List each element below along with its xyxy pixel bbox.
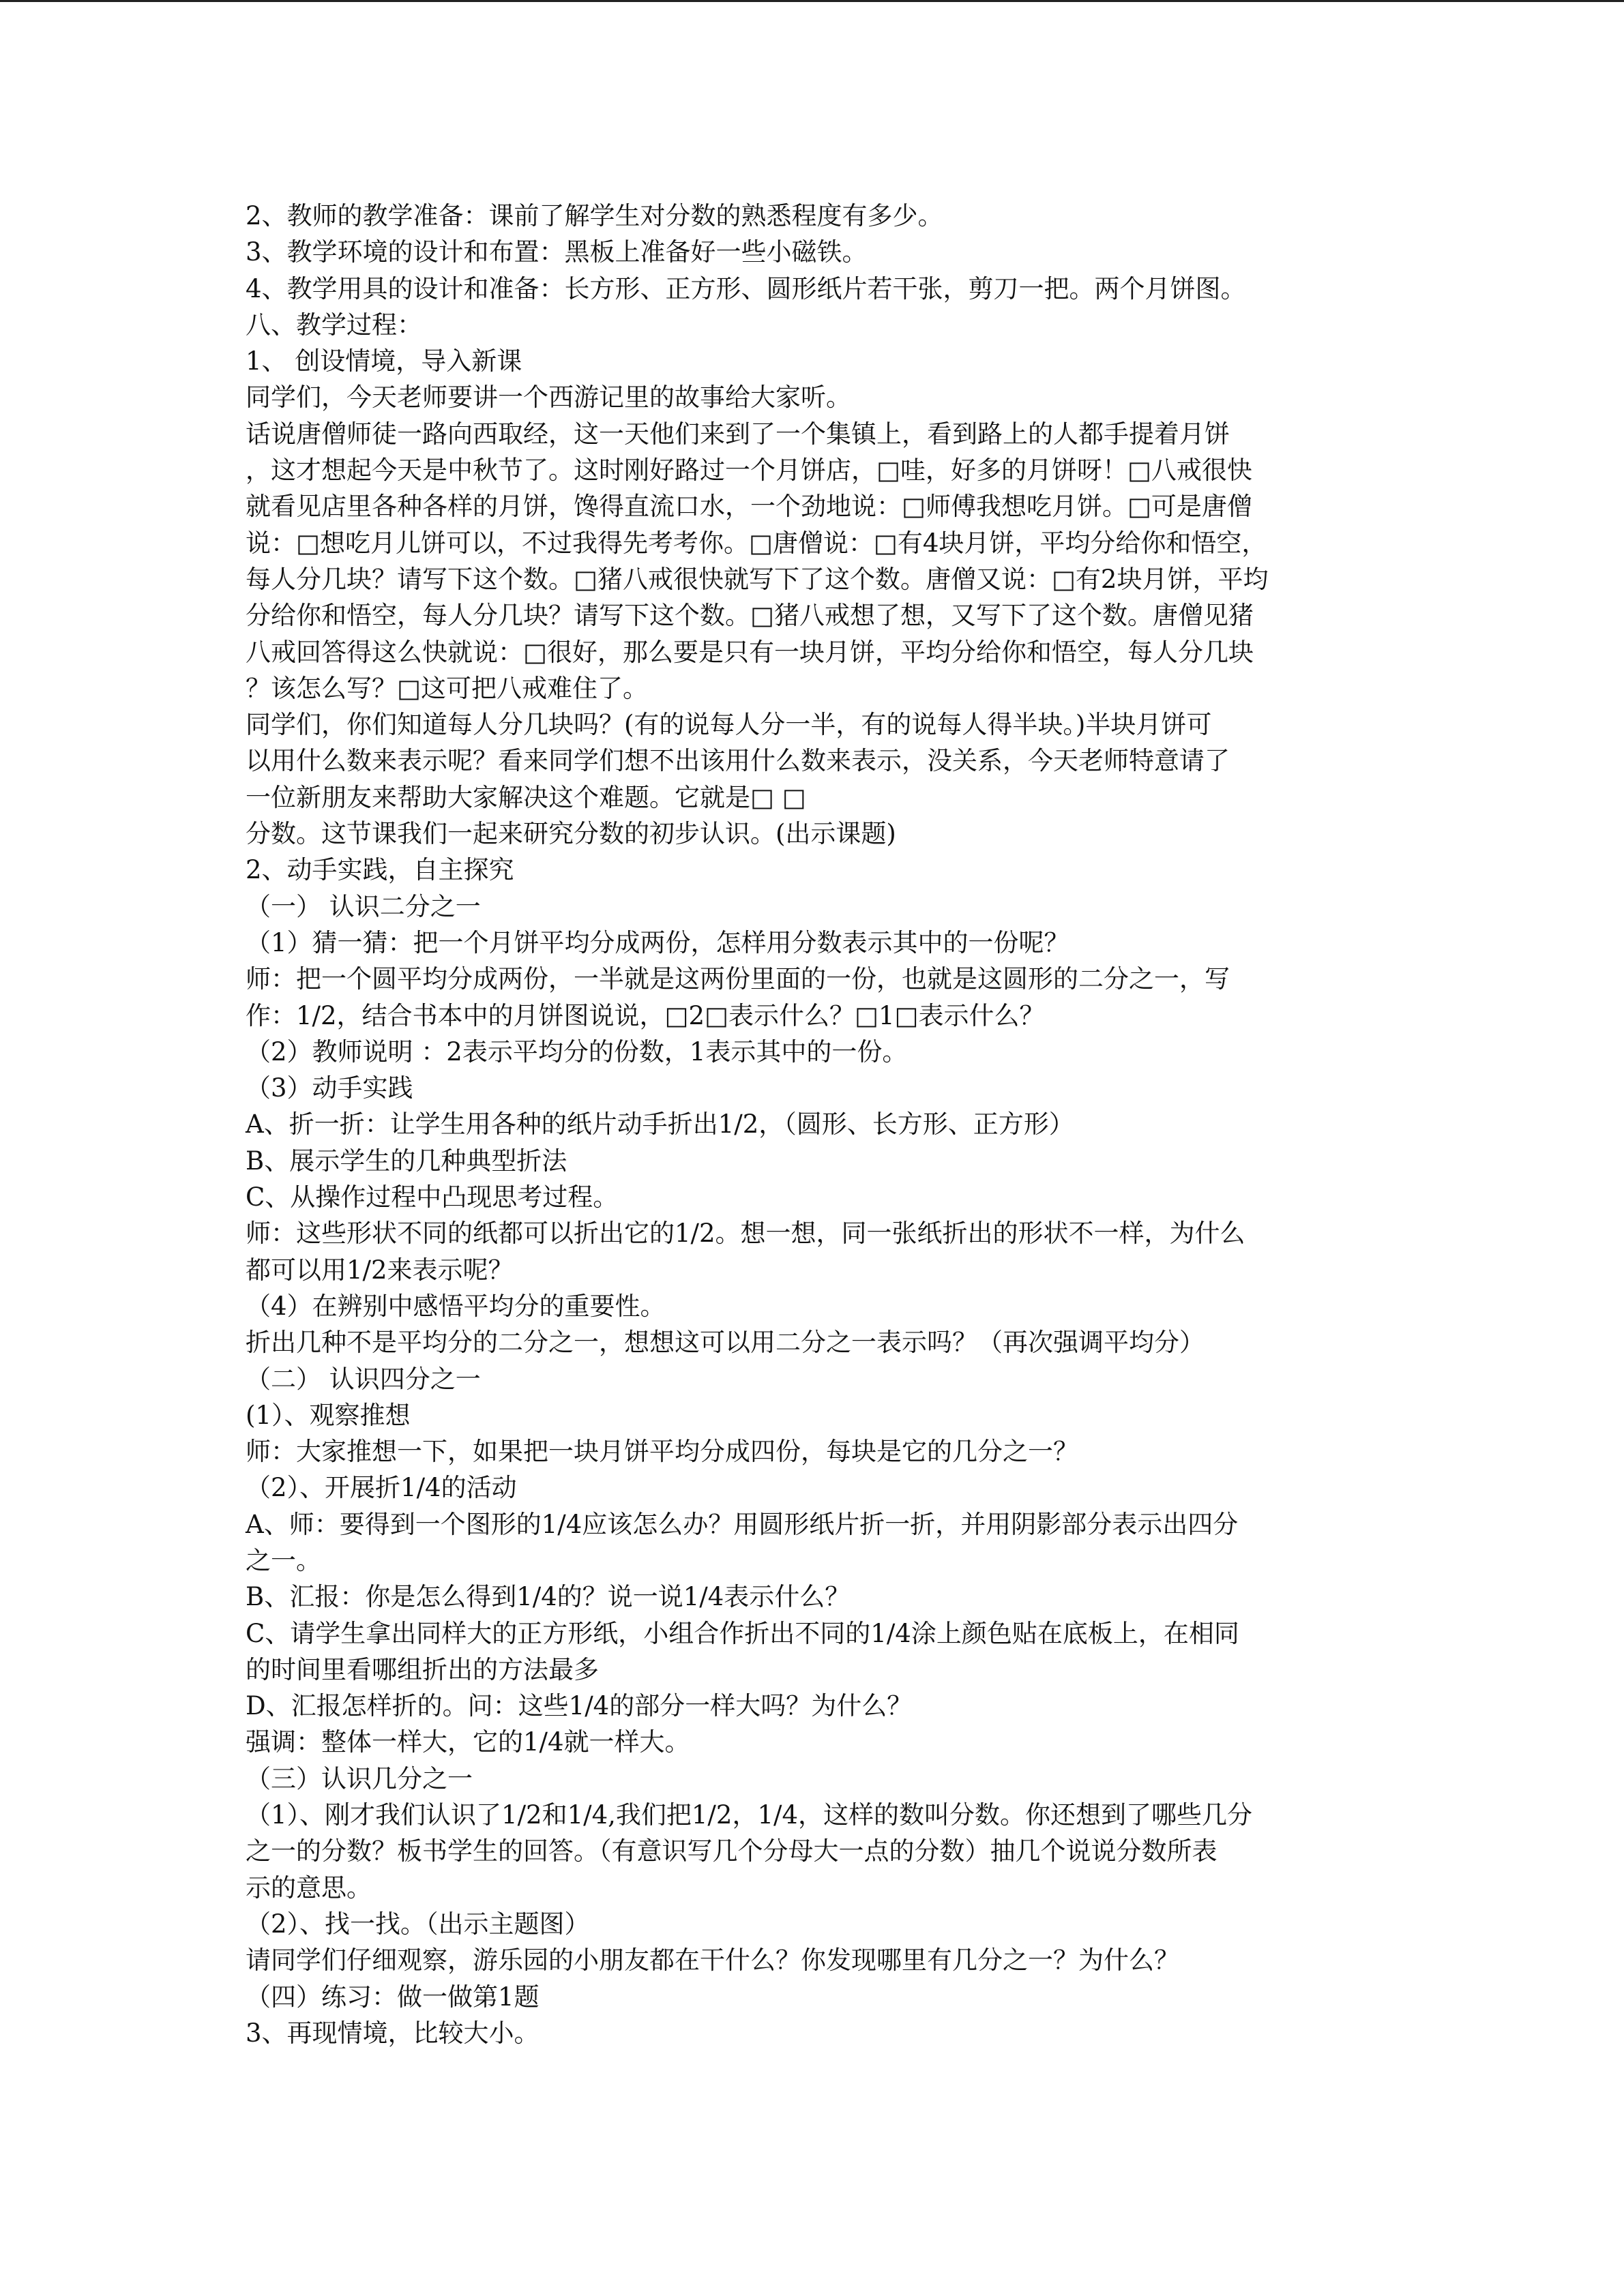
text-line: C、从操作过程中凸现思考过程。 xyxy=(246,1182,619,1212)
text-line: 的时间里看哪组折出的方法最多 xyxy=(246,1654,599,1684)
subsection-heading: 1、 创设情境，导入新课 xyxy=(246,346,522,376)
text-line: （2）、找一找。（出示主题图） xyxy=(246,1909,590,1939)
text-line: （2）、开展折1/4的活动 xyxy=(246,1473,517,1503)
text-line: （2）教师说明 ：2表示平均分的份数，1表示其中的一份。 xyxy=(246,1037,908,1067)
subsection-heading: （二） 认识四分之一 xyxy=(246,1364,481,1394)
text-line: （1）猜一猜：把一个月饼平均分成两份，怎样用分数表示其中的一份呢？ xyxy=(246,927,1069,957)
text-line: 同学们，你们知道每人分几块吗？(有的说每人分一半，有的说每人得半块。)半块月饼可 xyxy=(246,710,1212,740)
text-line: 以用什么数来表示呢？看来同学们想不出该用什么数来表示，没关系，今天老师特意请了 xyxy=(246,746,1230,776)
text-line: （3）动手实践 xyxy=(246,1073,413,1103)
text-line: 示的意思。 xyxy=(246,1873,372,1903)
text-line: 分数。这节课我们一起来研究分数的初步认识。(出示课题) xyxy=(246,819,896,849)
text-line: 就看见店里各种各样的月饼，馋得直流口水，一个劲地说：□师傅我想吃月饼。□可是唐僧 xyxy=(246,492,1252,522)
text-line: 师：大家推想一下，如果把一块月饼平均分成四份，每块是它的几分之一？ xyxy=(246,1437,1078,1467)
text-line: 分给你和悟空，每人分几块？请写下这个数。□猪八戒想了想，又写下了这个数。唐僧见猪 xyxy=(246,601,1254,631)
text-line: 之一。 xyxy=(246,1545,321,1575)
text-line: A、师：要得到一个图形的1/4应该怎么办？用圆形纸片折一折，并用阴影部分表示出四分 xyxy=(246,1509,1239,1539)
text-line: 每人分几块？请写下这个数。□猪八戒很快就写下了这个数。唐僧又说：□有2块月饼，平均 xyxy=(246,564,1269,594)
text-line: 之一的分数？板书学生的回答。（有意识写几个分母大一点的分数）抽几个说说分数所表 xyxy=(246,1836,1217,1866)
text-line: B、展示学生的几种典型折法 xyxy=(246,1146,567,1176)
text-line: 请同学们仔细观察，游乐园的小朋友都在干什么？你发现哪里有几分之一？为什么？ xyxy=(246,1945,1179,1976)
page-top-border xyxy=(0,0,1624,2)
subsection-heading: 2、动手实践，自主探究 xyxy=(246,855,514,885)
text-line: 师：这些形状不同的纸都可以折出它的1/2。想一想，同一张纸折出的形状不一样，为什么 xyxy=(246,1219,1245,1249)
subsection-heading: （一） 认识二分之一 xyxy=(246,891,481,921)
text-line: B、汇报：你是怎么得到1/4的？说一说1/4表示什么？ xyxy=(246,1582,851,1612)
text-line: (1）、观察推想 xyxy=(246,1400,411,1430)
text-line: 话说唐僧师徒一路向西取经，这一天他们来到了一个集镇上，看到路上的人都手提着月饼 xyxy=(246,419,1230,449)
subsection-heading: （三）认识几分之一 xyxy=(246,1763,473,1793)
section-heading: 八、教学过程： xyxy=(246,310,422,340)
subsection-heading: 3、再现情境，比较大小。 xyxy=(246,2018,540,2048)
subsection-heading: （四）练习：做一做第1题 xyxy=(246,1982,540,2012)
text-line: D、汇报怎样折的。问：这些1/4的部分一样大吗？为什么？ xyxy=(246,1691,913,1721)
text-line: 2、教师的教学准备：课前了解学生对分数的熟悉程度有多少。 xyxy=(246,201,943,230)
text-line: 折出几种不是平均分的二分之一，想想这可以用二分之一表示吗？（再次强调平均分） xyxy=(246,1328,1205,1358)
text-line: （1）、刚才我们认识了1/2和1/4,我们把1/2，1/4，这样的数叫分数。你还想到了哪些几分 xyxy=(246,1800,1252,1830)
document-body xyxy=(246,198,1378,2051)
text-line: 师：把一个圆平均分成两份，一半就是这两份里面的一份，也就是这圆形的二分之一，写 xyxy=(246,964,1230,994)
text-line: A、折一折：让学生用各种的纸片动手折出1/2，（圆形、长方形、正方形） xyxy=(246,1109,1074,1139)
text-line: （4）在辨别中感悟平均分的重要性。 xyxy=(246,1291,666,1321)
text-line: 3、教学环境的设计和布置：黑板上准备好一些小磁铁。 xyxy=(246,237,868,267)
text-line: 一位新朋友来帮助大家解决这个难题。它就是□ □ xyxy=(246,782,806,812)
text-line: ，这才想起今天是中秋节了。这时刚好路过一个月饼店，□哇，好多的月饼呀！□八戒很快 xyxy=(246,456,1252,486)
text-line: 都可以用1/2来表示呢？ xyxy=(246,1255,514,1285)
text-line: C、请学生拿出同样大的正方形纸，小组合作折出不同的1/4涂上颜色贴在底板上，在相同 xyxy=(246,1618,1239,1648)
text-line: 说：□想吃月儿饼可以，不过我得先考考你。□唐僧说：□有4块月饼，平均分给你和悟空， xyxy=(246,528,1267,558)
text-line: 同学们，今天老师要讲一个西游记里的故事给大家听。 xyxy=(246,383,851,413)
text-line: 八戒回答得这么快就说：□很好，那么要是只有一块月饼，平均分给你和悟空，每人分几块 xyxy=(246,637,1254,667)
text-line: 作：1/2，结合书本中的月饼图说说，□2□表示什么？□1□表示什么？ xyxy=(246,1000,1045,1030)
text-line: ？该怎么写？□这可把八戒难住了。 xyxy=(246,673,648,703)
text-line: 强调：整体一样大，它的1/4就一样大。 xyxy=(246,1727,690,1757)
text-line: 4、教学用具的设计和准备：长方形、正方形、圆形纸片若干张，剪刀一把。两个月饼图。 xyxy=(246,273,1246,303)
